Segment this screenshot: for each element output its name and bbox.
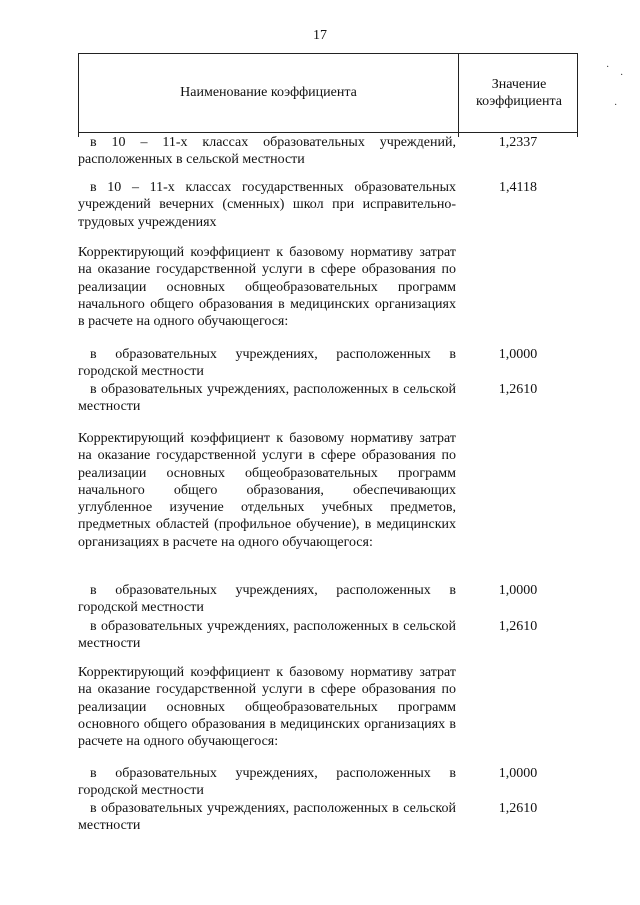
row-name: в образовательных учреждениях, расположенных в городской местности: [78, 766, 456, 799]
row-name: в 10 – 11-х классах образовательных учреждений, расположенных в сельской местности: [78, 135, 456, 168]
table-header: [78, 53, 578, 133]
row-name: Корректирующий коэффициент к базовому нормативу затрат на оказание государственной услуги в сфере образования по реализации основных общеобразовательных программ начального общего образования в медицинских организациях в расчете на одного обучающегося:: [78, 245, 456, 330]
row-value: 1,0000: [498, 766, 538, 781]
row-value: 1,2337: [498, 135, 538, 150]
row-value: 1,2610: [498, 382, 538, 397]
row-name: в 10 – 11-х классах государственных образовательных учреждений вечерних (сменных) школ при исправительно-трудовых учреждениях: [78, 180, 456, 230]
column-header-value: Значение коэффициента: [476, 77, 562, 109]
row-name: в образовательных учреждениях, расположенных в сельской местности: [78, 382, 456, 415]
scan-speck: ·: [606, 62, 610, 73]
row-name: в образовательных учреждениях, расположенных в сельской местности: [78, 801, 456, 834]
row-name: в образовательных учреждениях, расположенных в городской местности: [78, 347, 456, 380]
row-value: 1,4118: [499, 180, 537, 195]
row-value: 1,0000: [498, 583, 538, 598]
column-header-name: Наименование коэффициента: [79, 54, 459, 132]
row-value: 1,0000: [498, 347, 538, 362]
scan-speck: ·: [614, 100, 618, 111]
row-name: Корректирующий коэффициент к базовому нормативу затрат на оказание государственной услуги в сфере образования по реализации основных общеобразовательных программ основного общего образования в медицинских организациях в расчете на одного обучающегося:: [78, 665, 456, 750]
row-name: в образовательных учреждениях, расположенных в сельской местности: [78, 619, 456, 652]
page-number: 17: [313, 28, 327, 43]
row-value: 1,2610: [498, 619, 538, 634]
scan-speck: ·: [620, 70, 624, 81]
row-name: в образовательных учреждениях, расположенных в городской местности: [78, 583, 456, 616]
row-name: Корректирующий коэффициент к базовому нормативу затрат на оказание государственной услуги в сфере образования по реализации основных общеобразовательных программ начального общего образования, обеспечивающих углубленное изучение отдельных учебных предметов, предметных областей (профильное обучение), в медицинских организациях в расчете на одного обучающегося:: [78, 431, 456, 550]
row-value: 1,2610: [498, 801, 538, 816]
